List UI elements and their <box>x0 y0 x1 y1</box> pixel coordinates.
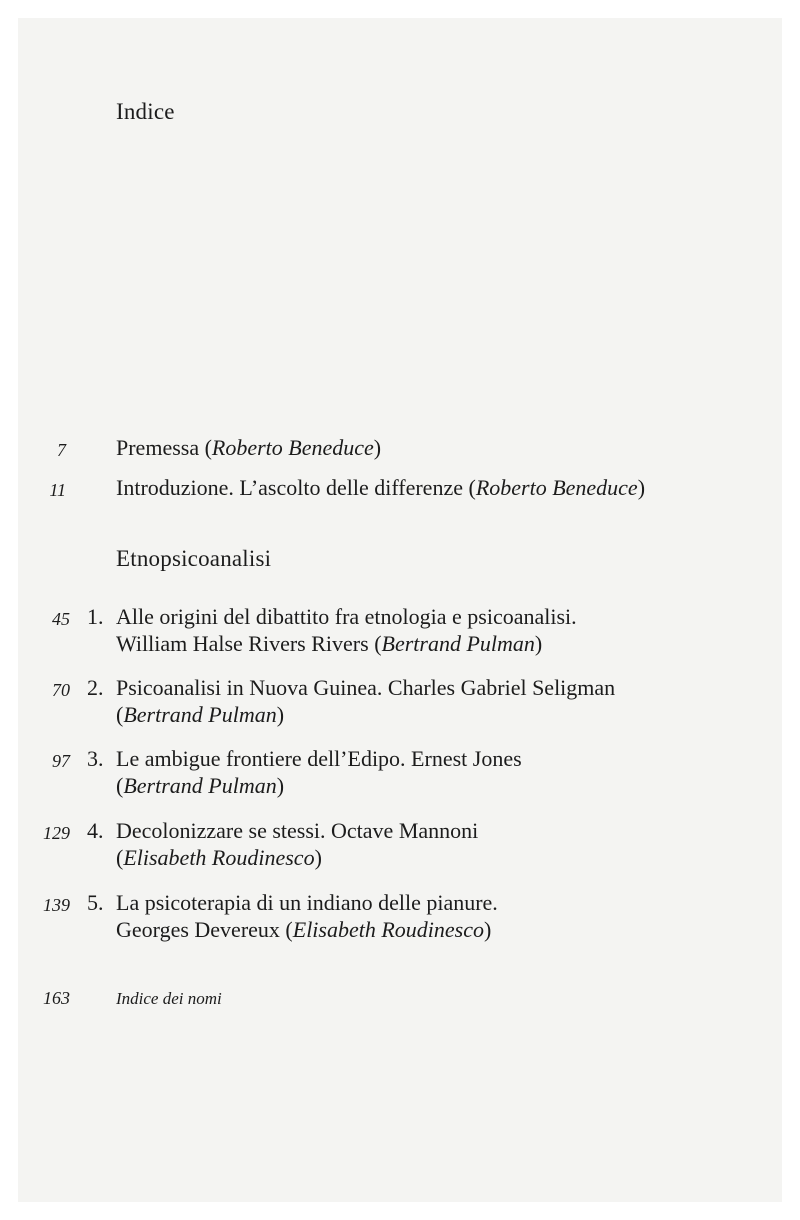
chapter-number: 2. <box>87 675 104 700</box>
entry-author: Bertrand Pulman <box>381 631 535 656</box>
chapter-title-line2: Georges Devereux <box>116 917 280 942</box>
entry-text <box>116 818 478 872</box>
entry-author: Bertrand Pulman <box>123 773 277 798</box>
chapter-number: 3. <box>87 746 104 771</box>
chapter-title-line1: La psicoterapia di un indiano delle pianure. <box>116 890 498 915</box>
entry-page-number: 45 <box>52 609 70 629</box>
entry-page-number: 11 <box>49 480 66 500</box>
entry-title: Indice dei nomi <box>116 989 222 1008</box>
section-heading: Etnopsicoanalisi <box>116 546 272 571</box>
chapter-number: 1. <box>87 604 104 629</box>
entry-page-number: 129 <box>43 823 70 843</box>
entry-page-number: 139 <box>43 895 70 915</box>
entry-title: Premessa <box>116 435 200 460</box>
entry-page-number: 97 <box>52 751 70 771</box>
chapter-title-line2-wrap: William Halse Rivers Rivers (Bertrand Pulman) <box>116 631 543 656</box>
entry-author: Elisabeth Roudinesco <box>292 917 484 942</box>
entry-page-number: 7 <box>57 440 66 460</box>
entry-text <box>116 675 615 729</box>
chapter-title-line1: Psicoanalisi in Nuova Guinea. Charles Gabriel Seligman <box>116 675 616 700</box>
entry-author: Bertrand Pulman <box>123 702 277 727</box>
entry-page-number: 70 <box>52 680 70 700</box>
entry-author: Elisabeth Roudinesco <box>123 845 315 870</box>
entry-title: Introduzione. L’ascolto delle differenze <box>116 475 463 500</box>
entry-text <box>116 890 498 944</box>
chapter-number: 5. <box>87 890 104 915</box>
entry-author: Roberto Beneduce <box>475 475 638 500</box>
entry-text: Introduzione. L’ascolto delle differenze (Roberto Beneduce) <box>116 475 646 500</box>
chapter-author-line: (Bertrand Pulman) <box>116 702 285 727</box>
chapter-author-line: (Bertrand Pulman) <box>116 773 285 798</box>
chapter-title-line2-wrap: Georges Devereux (Elisabeth Roudinesco) <box>116 917 492 942</box>
entry-author: Roberto Beneduce <box>211 435 374 460</box>
chapter-title-line1: Le ambigue frontiere dell’Edipo. Ernest Jones <box>116 746 522 771</box>
chapter-author-line: (Elisabeth Roudinesco) <box>116 845 322 870</box>
chapter-title-line1: Decolonizzare se stessi. Octave Mannoni <box>116 818 479 843</box>
chapter-number: 4. <box>87 818 104 843</box>
chapter-title-line1: Alle origini del dibattito fra etnologia e psicoanalisi. <box>116 604 577 629</box>
page-title: Indice <box>116 99 175 124</box>
chapter-title-line2: William Halse Rivers Rivers <box>116 631 369 656</box>
entry-text <box>116 746 522 800</box>
entry-page-number: 163 <box>43 988 70 1008</box>
entry-text <box>116 604 577 658</box>
entry-text: Premessa (Roberto Beneduce) <box>116 435 382 460</box>
